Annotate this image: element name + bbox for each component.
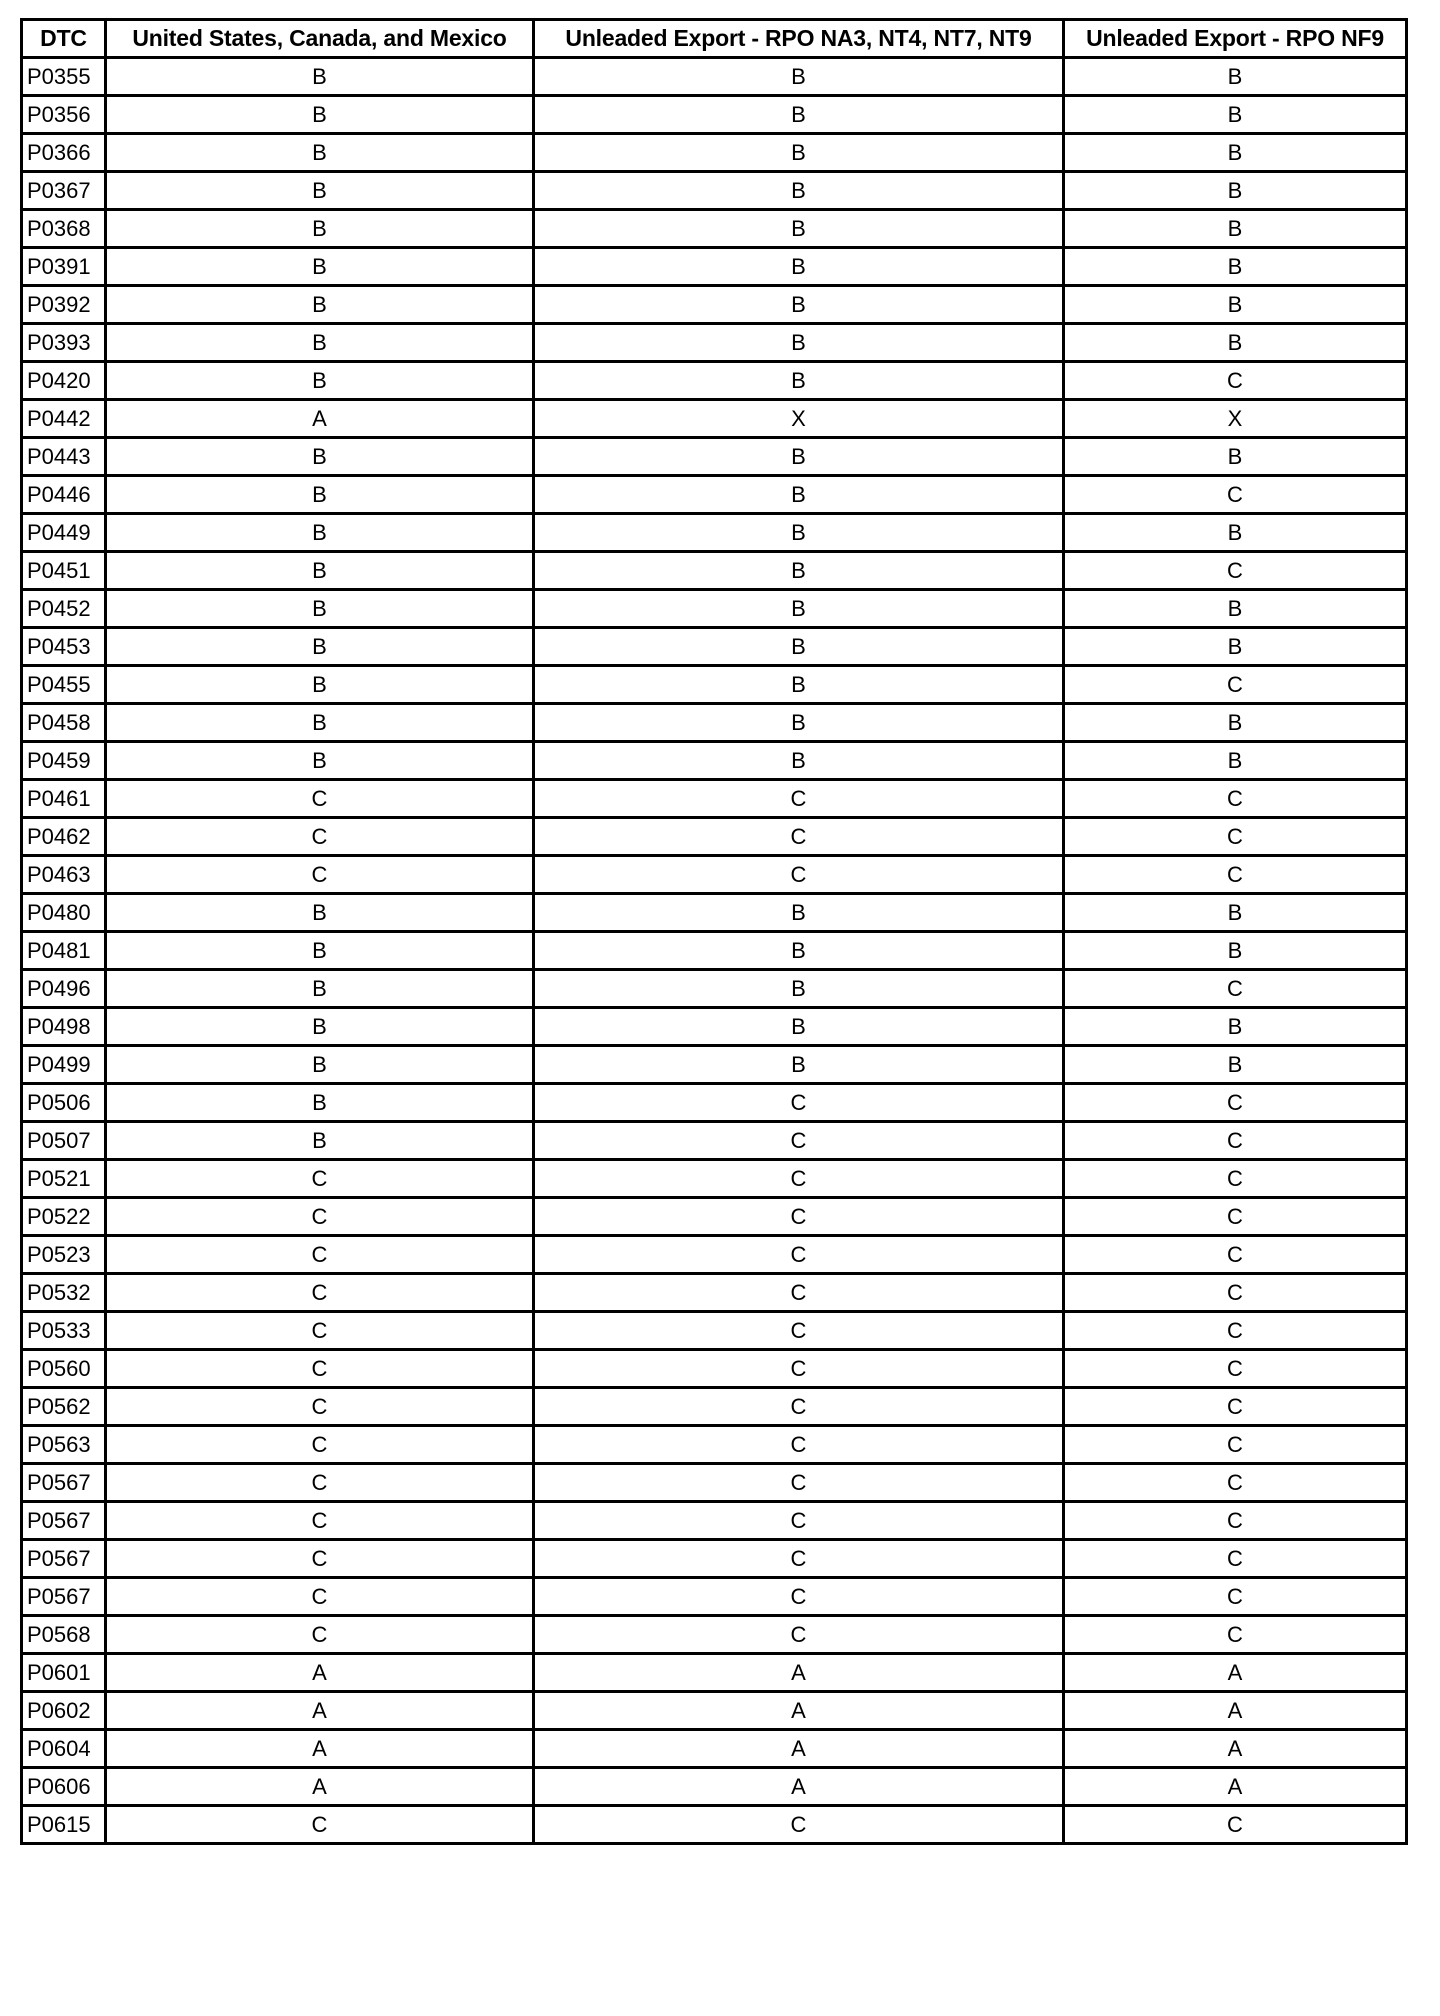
dtc-code-cell: P0602 — [22, 1692, 106, 1730]
table-row — [22, 590, 1407, 628]
dtc-code-cell: P0355 — [22, 58, 106, 96]
unleaded-export-nf9-cell: C — [1064, 1578, 1407, 1616]
us-canada-mexico-cell: B — [106, 894, 534, 932]
unleaded-export-nf9-cell: B — [1064, 628, 1407, 666]
table-row — [22, 1806, 1407, 1844]
table-row — [22, 58, 1407, 96]
table-row — [22, 1046, 1407, 1084]
dtc-code-cell: P0563 — [22, 1426, 106, 1464]
table-row — [22, 172, 1407, 210]
unleaded-export-nf9-cell: C — [1064, 818, 1407, 856]
table-row — [22, 248, 1407, 286]
unleaded-export-na3-cell: B — [534, 1008, 1064, 1046]
dtc-code-cell: P0568 — [22, 1616, 106, 1654]
us-canada-mexico-cell: B — [106, 248, 534, 286]
unleaded-export-na3-cell: C — [534, 1540, 1064, 1578]
table-row — [22, 210, 1407, 248]
unleaded-export-nf9-cell: C — [1064, 1388, 1407, 1426]
unleaded-export-nf9-cell: B — [1064, 96, 1407, 134]
table-row — [22, 362, 1407, 400]
unleaded-export-nf9-cell: A — [1064, 1692, 1407, 1730]
dtc-code-cell: P0446 — [22, 476, 106, 514]
table-row — [22, 134, 1407, 172]
unleaded-export-nf9-cell: C — [1064, 1502, 1407, 1540]
unleaded-export-na3-cell: C — [534, 1084, 1064, 1122]
dtc-code-cell: P0521 — [22, 1160, 106, 1198]
unleaded-export-nf9-cell: B — [1064, 324, 1407, 362]
dtc-code-cell: P0562 — [22, 1388, 106, 1426]
dtc-code-cell: P0461 — [22, 780, 106, 818]
us-canada-mexico-cell: B — [106, 58, 534, 96]
us-canada-mexico-cell: C — [106, 1236, 534, 1274]
table-row — [22, 1464, 1407, 1502]
unleaded-export-nf9-cell: C — [1064, 1122, 1407, 1160]
dtc-code-cell: P0533 — [22, 1312, 106, 1350]
unleaded-export-nf9-cell: B — [1064, 704, 1407, 742]
unleaded-export-na3-cell: C — [534, 818, 1064, 856]
us-canada-mexico-cell: C — [106, 1540, 534, 1578]
unleaded-export-na3-cell: B — [534, 628, 1064, 666]
us-canada-mexico-cell: C — [106, 818, 534, 856]
unleaded-export-nf9-cell: B — [1064, 590, 1407, 628]
dtc-code-cell: P0442 — [22, 400, 106, 438]
us-canada-mexico-cell: B — [106, 932, 534, 970]
unleaded-export-na3-cell: C — [534, 1578, 1064, 1616]
us-canada-mexico-cell: B — [106, 476, 534, 514]
table-row — [22, 400, 1407, 438]
column-header-dtc: DTC — [22, 20, 106, 58]
unleaded-export-nf9-cell: C — [1064, 666, 1407, 704]
unleaded-export-na3-cell: C — [534, 1616, 1064, 1654]
dtc-code-cell: P0463 — [22, 856, 106, 894]
unleaded-export-nf9-cell: B — [1064, 438, 1407, 476]
dtc-code-cell: P0523 — [22, 1236, 106, 1274]
table-row — [22, 932, 1407, 970]
unleaded-export-na3-cell: B — [534, 894, 1064, 932]
unleaded-export-na3-cell: C — [534, 1806, 1064, 1844]
table-row — [22, 1274, 1407, 1312]
table-row — [22, 894, 1407, 932]
dtc-code-cell: P0532 — [22, 1274, 106, 1312]
us-canada-mexico-cell: B — [106, 324, 534, 362]
unleaded-export-na3-cell: C — [534, 1388, 1064, 1426]
table-row — [22, 1578, 1407, 1616]
unleaded-export-nf9-cell: B — [1064, 894, 1407, 932]
table-row — [22, 1008, 1407, 1046]
unleaded-export-na3-cell: X — [534, 400, 1064, 438]
unleaded-export-na3-cell: C — [534, 856, 1064, 894]
unleaded-export-nf9-cell: C — [1064, 1350, 1407, 1388]
us-canada-mexico-cell: B — [106, 552, 534, 590]
table-row — [22, 1198, 1407, 1236]
unleaded-export-na3-cell: C — [534, 1502, 1064, 1540]
unleaded-export-nf9-cell: B — [1064, 1008, 1407, 1046]
us-canada-mexico-cell: B — [106, 970, 534, 1008]
us-canada-mexico-cell: B — [106, 172, 534, 210]
unleaded-export-nf9-cell: C — [1064, 1160, 1407, 1198]
unleaded-export-na3-cell: B — [534, 286, 1064, 324]
dtc-code-cell: P0458 — [22, 704, 106, 742]
unleaded-export-na3-cell: C — [534, 1312, 1064, 1350]
table-row — [22, 286, 1407, 324]
unleaded-export-na3-cell: C — [534, 780, 1064, 818]
unleaded-export-na3-cell: B — [534, 58, 1064, 96]
us-canada-mexico-cell: B — [106, 1008, 534, 1046]
table-row — [22, 704, 1407, 742]
unleaded-export-nf9-cell: A — [1064, 1768, 1407, 1806]
dtc-code-cell: P0443 — [22, 438, 106, 476]
dtc-code-cell: P0507 — [22, 1122, 106, 1160]
unleaded-export-nf9-cell: C — [1064, 1426, 1407, 1464]
unleaded-export-na3-cell: B — [534, 932, 1064, 970]
unleaded-export-na3-cell: B — [534, 590, 1064, 628]
unleaded-export-nf9-cell: C — [1064, 1274, 1407, 1312]
table-row — [22, 1084, 1407, 1122]
dtc-code-cell: P0462 — [22, 818, 106, 856]
us-canada-mexico-cell: A — [106, 1768, 534, 1806]
unleaded-export-nf9-cell: C — [1064, 1616, 1407, 1654]
table-row — [22, 1540, 1407, 1578]
unleaded-export-na3-cell: B — [534, 438, 1064, 476]
table-body — [22, 58, 1407, 1844]
table-row — [22, 1730, 1407, 1768]
table-row — [22, 476, 1407, 514]
unleaded-export-nf9-cell: C — [1064, 1084, 1407, 1122]
dtc-code-cell: P0392 — [22, 286, 106, 324]
unleaded-export-nf9-cell: C — [1064, 1198, 1407, 1236]
unleaded-export-na3-cell: C — [534, 1198, 1064, 1236]
unleaded-export-na3-cell: B — [534, 552, 1064, 590]
dtc-code-cell: P0567 — [22, 1578, 106, 1616]
dtc-code-cell: P0452 — [22, 590, 106, 628]
us-canada-mexico-cell: B — [106, 1084, 534, 1122]
table-row — [22, 780, 1407, 818]
unleaded-export-nf9-cell: B — [1064, 172, 1407, 210]
unleaded-export-nf9-cell: X — [1064, 400, 1407, 438]
unleaded-export-na3-cell: B — [534, 96, 1064, 134]
us-canada-mexico-cell: A — [106, 1692, 534, 1730]
header-row — [22, 20, 1407, 58]
us-canada-mexico-cell: B — [106, 96, 534, 134]
table-row — [22, 552, 1407, 590]
us-canada-mexico-cell: C — [106, 1312, 534, 1350]
us-canada-mexico-cell: B — [106, 628, 534, 666]
unleaded-export-na3-cell: B — [534, 324, 1064, 362]
table-row — [22, 1350, 1407, 1388]
table-row — [22, 1654, 1407, 1692]
us-canada-mexico-cell: B — [106, 742, 534, 780]
table-row — [22, 96, 1407, 134]
us-canada-mexico-cell: B — [106, 134, 534, 172]
unleaded-export-nf9-cell: C — [1064, 1236, 1407, 1274]
us-canada-mexico-cell: B — [106, 286, 534, 324]
dtc-code-cell: P0449 — [22, 514, 106, 552]
dtc-code-cell: P0391 — [22, 248, 106, 286]
unleaded-export-na3-cell: B — [534, 476, 1064, 514]
unleaded-export-na3-cell: B — [534, 514, 1064, 552]
unleaded-export-nf9-cell: C — [1064, 856, 1407, 894]
us-canada-mexico-cell: A — [106, 1654, 534, 1692]
unleaded-export-na3-cell: C — [534, 1122, 1064, 1160]
table-row — [22, 438, 1407, 476]
table-row — [22, 856, 1407, 894]
table-row — [22, 1768, 1407, 1806]
unleaded-export-nf9-cell: C — [1064, 1312, 1407, 1350]
unleaded-export-na3-cell: B — [534, 248, 1064, 286]
unleaded-export-na3-cell: A — [534, 1768, 1064, 1806]
us-canada-mexico-cell: C — [106, 1616, 534, 1654]
us-canada-mexico-cell: C — [106, 1806, 534, 1844]
unleaded-export-na3-cell: A — [534, 1654, 1064, 1692]
unleaded-export-nf9-cell: C — [1064, 780, 1407, 818]
table-row — [22, 324, 1407, 362]
dtc-code-cell: P0567 — [22, 1540, 106, 1578]
us-canada-mexico-cell: C — [106, 780, 534, 818]
unleaded-export-nf9-cell: B — [1064, 286, 1407, 324]
unleaded-export-nf9-cell: C — [1064, 362, 1407, 400]
unleaded-export-nf9-cell: C — [1064, 1464, 1407, 1502]
unleaded-export-nf9-cell: B — [1064, 514, 1407, 552]
unleaded-export-nf9-cell: B — [1064, 1046, 1407, 1084]
unleaded-export-nf9-cell: B — [1064, 134, 1407, 172]
table-row — [22, 818, 1407, 856]
dtc-code-cell: P0367 — [22, 172, 106, 210]
us-canada-mexico-cell: B — [106, 210, 534, 248]
dtc-code-cell: P0451 — [22, 552, 106, 590]
unleaded-export-na3-cell: C — [534, 1274, 1064, 1312]
unleaded-export-na3-cell: B — [534, 172, 1064, 210]
unleaded-export-na3-cell: B — [534, 742, 1064, 780]
dtc-code-cell: P0481 — [22, 932, 106, 970]
unleaded-export-nf9-cell: C — [1064, 552, 1407, 590]
table-row — [22, 666, 1407, 704]
dtc-code-cell: P0453 — [22, 628, 106, 666]
unleaded-export-nf9-cell: B — [1064, 742, 1407, 780]
column-header-unleaded-export-na3: Unleaded Export - RPO NA3, NT4, NT7, NT9 — [534, 20, 1064, 58]
table-row — [22, 1616, 1407, 1654]
table-row — [22, 1388, 1407, 1426]
dtc-code-cell: P0567 — [22, 1502, 106, 1540]
us-canada-mexico-cell: B — [106, 514, 534, 552]
us-canada-mexico-cell: C — [106, 856, 534, 894]
us-canada-mexico-cell: B — [106, 1046, 534, 1084]
unleaded-export-nf9-cell: C — [1064, 1540, 1407, 1578]
dtc-code-cell: P0604 — [22, 1730, 106, 1768]
dtc-code-cell: P0499 — [22, 1046, 106, 1084]
table-row — [22, 742, 1407, 780]
us-canada-mexico-cell: A — [106, 1730, 534, 1768]
dtc-code-cell: P0498 — [22, 1008, 106, 1046]
unleaded-export-nf9-cell: B — [1064, 58, 1407, 96]
us-canada-mexico-cell: C — [106, 1578, 534, 1616]
us-canada-mexico-cell: C — [106, 1388, 534, 1426]
us-canada-mexico-cell: B — [106, 1122, 534, 1160]
us-canada-mexico-cell: C — [106, 1426, 534, 1464]
unleaded-export-na3-cell: B — [534, 1046, 1064, 1084]
dtc-code-cell: P0420 — [22, 362, 106, 400]
table-row — [22, 1122, 1407, 1160]
dtc-code-cell: P0356 — [22, 96, 106, 134]
us-canada-mexico-cell: C — [106, 1350, 534, 1388]
dtc-code-cell: P0506 — [22, 1084, 106, 1122]
us-canada-mexico-cell: C — [106, 1160, 534, 1198]
unleaded-export-na3-cell: B — [534, 210, 1064, 248]
unleaded-export-nf9-cell: C — [1064, 970, 1407, 1008]
dtc-code-cell: P0615 — [22, 1806, 106, 1844]
table-row — [22, 970, 1407, 1008]
dtc-code-cell: P0480 — [22, 894, 106, 932]
unleaded-export-nf9-cell: C — [1064, 476, 1407, 514]
unleaded-export-na3-cell: C — [534, 1236, 1064, 1274]
unleaded-export-na3-cell: C — [534, 1464, 1064, 1502]
unleaded-export-na3-cell: B — [534, 362, 1064, 400]
dtc-code-cell: P0366 — [22, 134, 106, 172]
unleaded-export-na3-cell: C — [534, 1426, 1064, 1464]
dtc-code-cell: P0455 — [22, 666, 106, 704]
table-header — [22, 20, 1407, 58]
table-row — [22, 1312, 1407, 1350]
dtc-code-cell: P0567 — [22, 1464, 106, 1502]
table-row — [22, 628, 1407, 666]
us-canada-mexico-cell: C — [106, 1464, 534, 1502]
table-row — [22, 1502, 1407, 1540]
dtc-code-cell: P0393 — [22, 324, 106, 362]
us-canada-mexico-cell: B — [106, 362, 534, 400]
unleaded-export-na3-cell: A — [534, 1730, 1064, 1768]
dtc-code-cell: P0459 — [22, 742, 106, 780]
unleaded-export-na3-cell: B — [534, 666, 1064, 704]
us-canada-mexico-cell: C — [106, 1274, 534, 1312]
dtc-code-cell: P0368 — [22, 210, 106, 248]
us-canada-mexico-cell: B — [106, 438, 534, 476]
unleaded-export-na3-cell: B — [534, 970, 1064, 1008]
dtc-code-cell: P0560 — [22, 1350, 106, 1388]
dtc-code-cell: P0496 — [22, 970, 106, 1008]
unleaded-export-nf9-cell: B — [1064, 248, 1407, 286]
unleaded-export-na3-cell: A — [534, 1692, 1064, 1730]
unleaded-export-nf9-cell: B — [1064, 932, 1407, 970]
table-row — [22, 1236, 1407, 1274]
us-canada-mexico-cell: A — [106, 400, 534, 438]
us-canada-mexico-cell: C — [106, 1198, 534, 1236]
column-header-us-canada-mexico: United States, Canada, and Mexico — [106, 20, 534, 58]
column-header-unleaded-export-nf9: Unleaded Export - RPO NF9 — [1064, 20, 1407, 58]
table-row — [22, 514, 1407, 552]
us-canada-mexico-cell: B — [106, 666, 534, 704]
dtc-table — [20, 18, 1408, 1845]
table-row — [22, 1426, 1407, 1464]
us-canada-mexico-cell: C — [106, 1502, 534, 1540]
unleaded-export-na3-cell: C — [534, 1350, 1064, 1388]
unleaded-export-na3-cell: B — [534, 704, 1064, 742]
unleaded-export-nf9-cell: A — [1064, 1730, 1407, 1768]
dtc-code-cell: P0606 — [22, 1768, 106, 1806]
unleaded-export-na3-cell: C — [534, 1160, 1064, 1198]
table-row — [22, 1692, 1407, 1730]
dtc-code-cell: P0601 — [22, 1654, 106, 1692]
us-canada-mexico-cell: B — [106, 590, 534, 628]
unleaded-export-nf9-cell: B — [1064, 210, 1407, 248]
dtc-code-cell: P0522 — [22, 1198, 106, 1236]
unleaded-export-na3-cell: B — [534, 134, 1064, 172]
unleaded-export-nf9-cell: A — [1064, 1654, 1407, 1692]
us-canada-mexico-cell: B — [106, 704, 534, 742]
unleaded-export-nf9-cell: C — [1064, 1806, 1407, 1844]
table-row — [22, 1160, 1407, 1198]
